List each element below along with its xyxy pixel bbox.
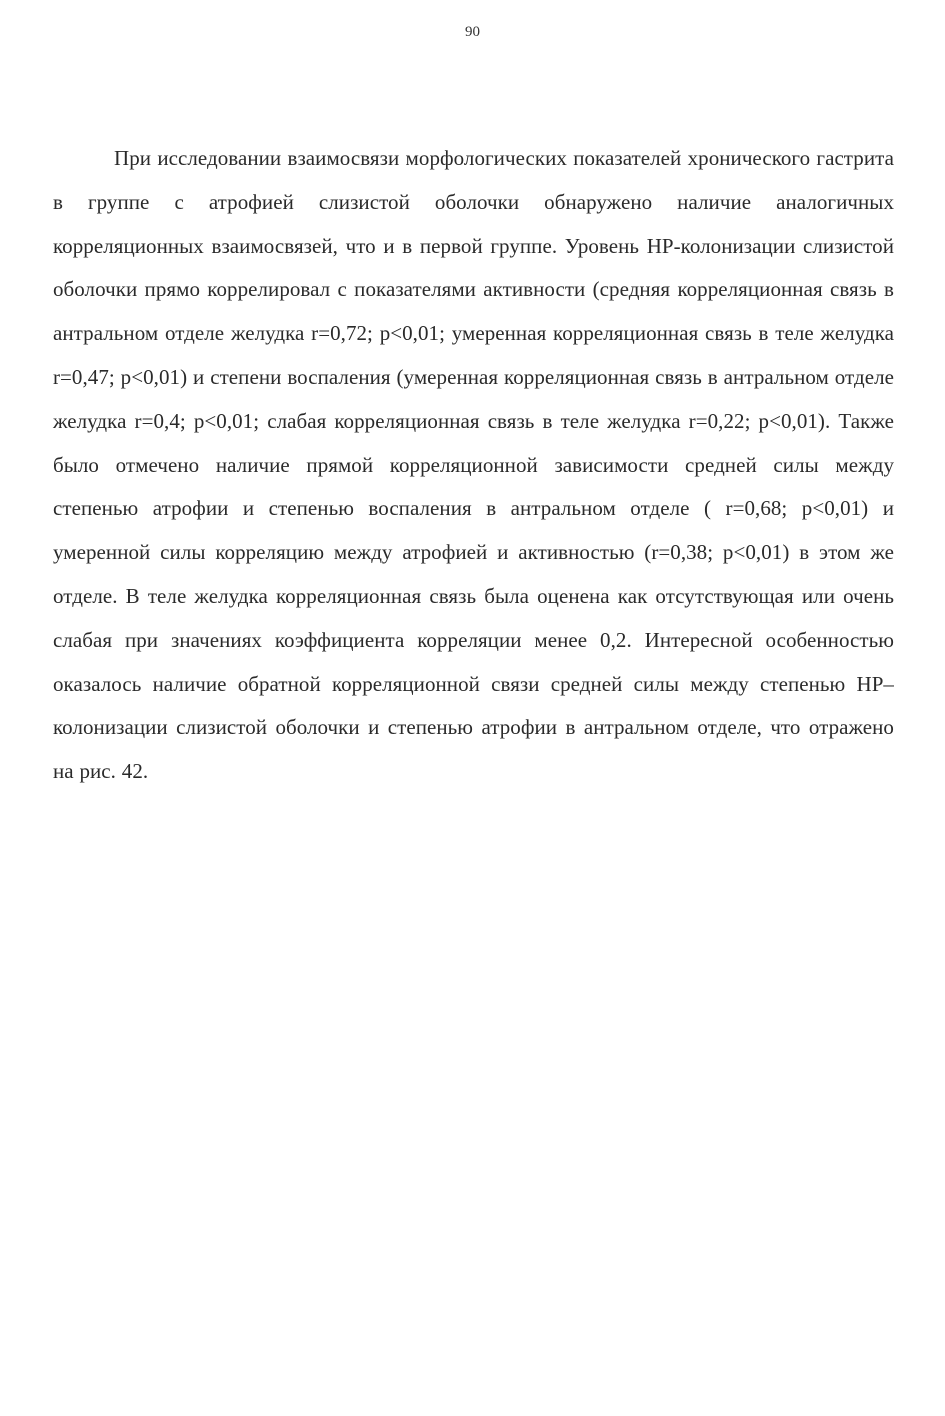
body-paragraph: При исследовании взаимосвязи морфологических показателей хронического гастрита в группе с атрофией слизистой оболочки обнаружено наличие аналогичных корреляционных взаимосвязей, что и в первой группе. Уровень НР-колонизации слизистой оболочки прямо коррелировал с показателями активности (средняя корреляционная связь в антральном отделе желудка r=0,72; р<0,01; умеренная корреляционная связь в теле желудка r=0,47; р<0,01) и степени воспаления (умеренная корреляционная связь в антральном отделе желудка r=0,4; р<0,01; слабая корреляционная связь в теле желудка r=0,22; р<0,01). Также было отмечено наличие прямой корреляционной зависимости средней силы между степенью атрофии и степенью воспаления в антральном отделе ( r=0,68; р<0,01) и умеренной силы корреляцию между атрофией и активностью (r=0,38; р<0,01) в этом же отделе. В теле желудка корреляционная связь была оценена как отсутствующая или очень слабая при значениях коэффициента корреляции менее 0,2. Интересной особенностью оказалось наличие обратной корреляционной связи средней силы между степенью НР–колонизации слизистой оболочки и степенью атрофии в антральном отделе, что отражено на рис. 42. <box>53 146 894 784</box>
page-number: 90 <box>465 24 480 40</box>
